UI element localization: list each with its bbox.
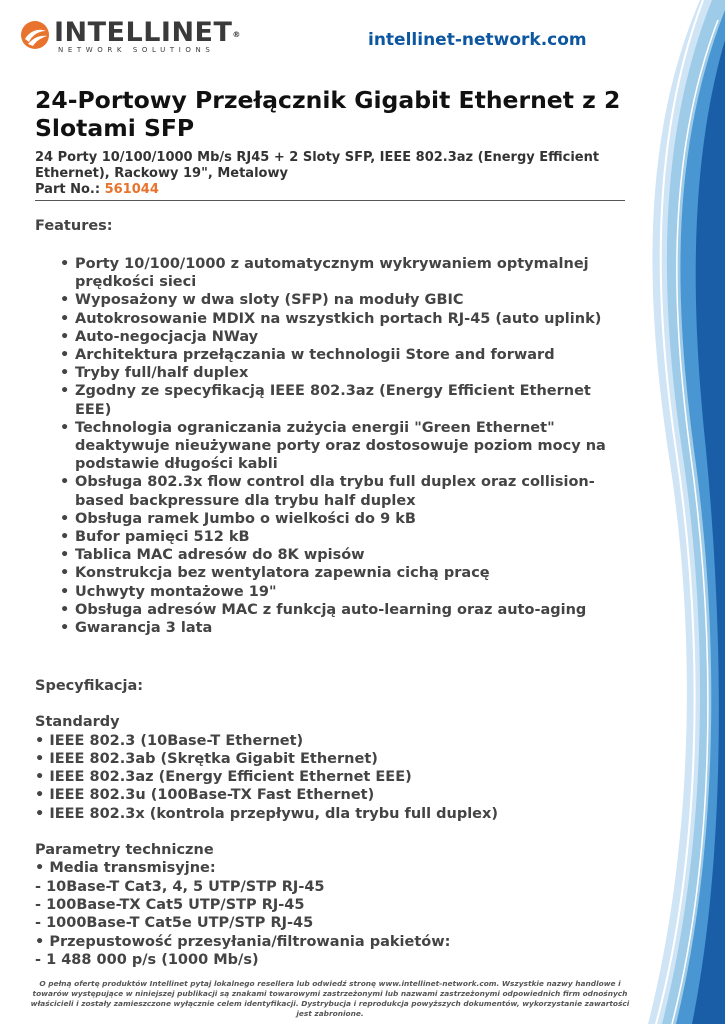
feature-item: • Autokrosowanie MDIX na wszystkich portach RJ-45 (auto uplink) (75, 310, 625, 328)
logo-tagline: NETWORK SOLUTIONS (58, 46, 215, 54)
intellinet-logo (20, 18, 241, 54)
main-content (35, 86, 625, 969)
spec-group-title-technical: Parametry techniczne (35, 842, 214, 859)
spec-line: - 1 488 000 p/s (1000 Mb/s) (35, 951, 259, 968)
spec-line: • IEEE 802.3ab (Skrętka Gigabit Ethernet) (35, 750, 378, 767)
product-subtitle: 24 Porty 10/100/1000 Mb/s RJ45 + 2 Sloty SFP, IEEE 802.3az (Energy Efficient Ethernet), Rackowy 19", Metalowy (35, 150, 600, 181)
feature-item: • Uchwyty montażowe 19" (75, 583, 625, 601)
site-url[interactable]: intellinet-network.com (368, 30, 587, 50)
feature-item: • Technologia ograniczania zużycia energii "Green Ethernet" deaktywuje nieużywane porty oraz dostosowuje poziom mocy na podstawie długości kabli (75, 419, 625, 474)
feature-item: • Architektura przełączania w technologii Store and forward (75, 346, 625, 364)
feature-item: • Bufor pamięci 512 kB (75, 528, 625, 546)
product-title: 24-Portowy Przełącznik Gigabit Ethernet z 2 Slotami SFP (35, 86, 621, 142)
part-number-label: Part No.: (35, 182, 101, 197)
swoosh-dark-band (692, 40, 725, 1024)
logo-registered-mark: ® (232, 30, 241, 39)
swoosh-light-band (662, 0, 725, 1024)
swoosh-white-line-2 (672, 20, 718, 1024)
legal-footer: O pełną ofertę produktów Intellinet pytaj lokalnego resellera lub odwiedź stronę www.intellinet-network.com. Wszystkie nazwy handlowe i towarów występujące w niniejszej publikacji są znakami towarowymi zastrzeżonymi lub nazwami zastrzeżonymi odpowiednich firm odnośnych właścicieli i zostały zamieszczone wyłącznie celem identyfikacji. Dystrybucja i reprodukcja powyższych dokumentów, wykorzystanie zawartości jest zabronione. (30, 979, 630, 1018)
spec-line: - 1000Base-T Cat5e UTP/STP RJ-45 (35, 915, 314, 932)
feature-item: • Zgodny ze specyfikacją IEEE 802.3az (Energy Efficient Ethernet EEE) (75, 382, 625, 418)
feature-item: • Gwarancja 3 lata (75, 619, 625, 637)
logo-word-text: INTELLINET (54, 17, 233, 48)
swoosh-mid-band (676, 0, 725, 1024)
feature-item: • Obsługa 802.3x flow control dla trybu full duplex oraz collision-based backpressure dla trybu half duplex (75, 473, 625, 509)
part-number-line (35, 182, 625, 198)
features-heading: Features: (35, 218, 113, 234)
feature-item: • Obsługa ramek Jumbo o wielkości do 9 kB (75, 510, 625, 528)
page-header (20, 18, 620, 58)
specs-heading: Specyfikacja: (35, 678, 144, 695)
spec-line: - 10Base-T Cat3, 4, 5 UTP/STP RJ-45 (35, 878, 325, 895)
feature-item: • Wyposażony w dwa sloty (SFP) na moduły GBIC (75, 291, 625, 309)
feature-item: • Auto-negocjacja NWay (75, 328, 625, 346)
title-divider (35, 200, 625, 201)
swoosh-white-line (656, 0, 703, 1024)
spec-line: • Przepustowość przesyłania/filtrowania pakietów: (35, 933, 451, 950)
spec-line: • IEEE 802.3az (Energy Efficient Ethernet EEE) (35, 769, 412, 786)
spec-line: • IEEE 802.3 (10Base-T Ethernet) (35, 732, 304, 749)
spec-line: - 100Base-TX Cat5 UTP/STP RJ-45 (35, 896, 305, 913)
logo-wordmark (54, 18, 241, 48)
spec-group-title-standards: Standardy (35, 714, 120, 731)
features-list (35, 255, 625, 637)
feature-item: • Obsługa adresów MAC z funkcją auto-learning oraz auto-aging (75, 601, 625, 619)
part-number-value: 561044 (104, 182, 159, 197)
spec-line: • IEEE 802.3x (kontrola przepływu, dla trybu full duplex) (35, 805, 498, 822)
feature-item: • Porty 10/100/1000 z automatycznym wykrywaniem optymalnej prędkości sieci (75, 255, 625, 291)
spec-line: • Media transmisyjne: (35, 860, 216, 877)
swoosh-back-band (648, 0, 725, 1024)
spec-line: • IEEE 802.3u (100Base-TX Fast Ethernet) (35, 787, 375, 804)
logo-swirl-icon (20, 20, 50, 50)
feature-item: • Konstrukcja bez wentylatora zapewnia cichą pracę (75, 564, 625, 582)
feature-item: • Tryby full/half duplex (75, 364, 625, 382)
feature-item: • Tablica MAC adresów do 8K wpisów (75, 546, 625, 564)
